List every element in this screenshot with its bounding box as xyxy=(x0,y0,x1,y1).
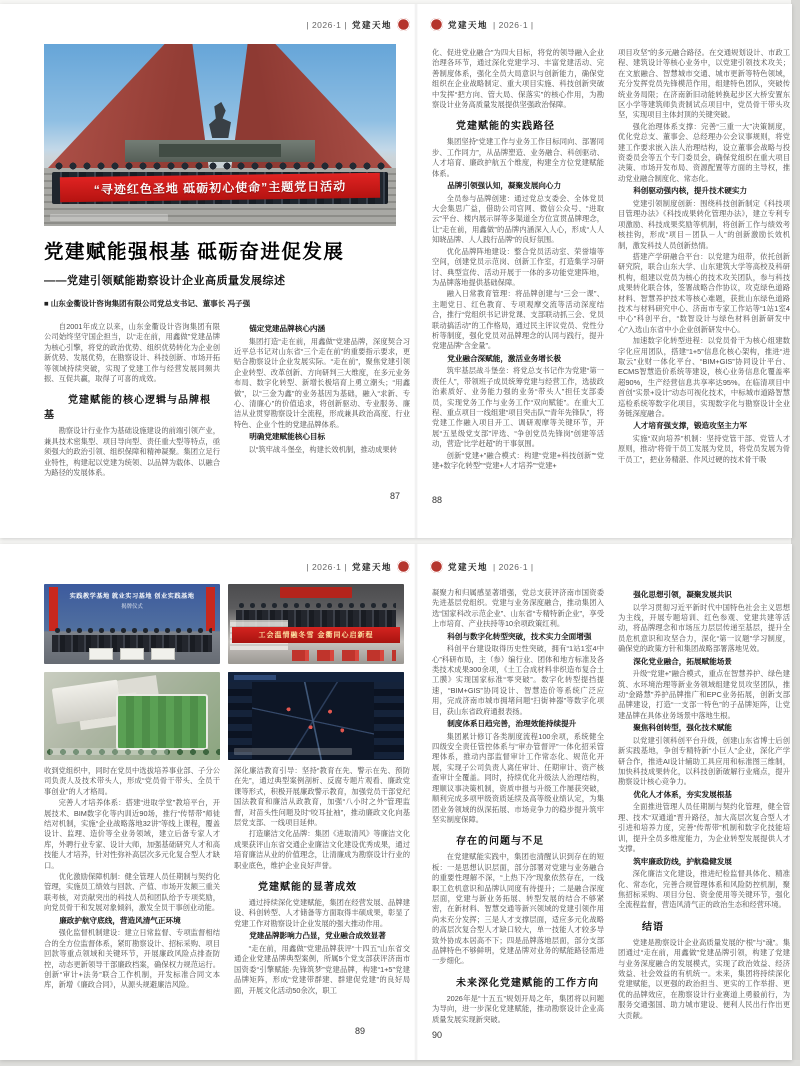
section-heading: 筑牢廉政防线，护航稳健发展 xyxy=(633,856,732,866)
gift-boxes xyxy=(292,650,396,661)
body-paragraph: 收到党组织中，同时在党员中选拔培养事业部、子分公司负责人及技术带头人，形成“党员骨干带头、全员干事创业”的人才格局。 xyxy=(44,766,220,796)
body-paragraph: 集团打造“走在前，用鑫做”党建品牌，深度契合习近平总书记对山东省“三个走在前”的重要指示要求，更贴合勘察设计企业发展实际。“走在前”，聚焦党建引领企业转型、改革创新、方向研判三大维度，在多元业务布局、数字化转型、新增长极培育上勇立潮头；“用鑫做”，以“三金为鑫”的业务基因为基础，融入“求新、专心、清廉心”的价值追求，将创新驱动、专业服务、廉洁从业贯穿勘察设计全流程，形成兼具政治高度、行业特色、企业个性的党建品牌体系。 xyxy=(234,336,410,429)
body-paragraph: 自2001年成立以来，山东金衢设计咨询集团有限公司始终坚守国企担当，以“走在前，用鑫做”党建品牌为核心引擎，将党的政治优势、组织优势转化为企业创新优势、发展优势，在勘察设计、科技创新、市场开拓等领域持续突破，实现了党建工作与经营发展同频共振、互促共赢，取得了可喜的成效。 xyxy=(44,322,220,384)
text-column xyxy=(618,48,790,496)
section-heading: 结语 xyxy=(642,921,664,933)
running-header xyxy=(306,560,410,573)
section-heading: 存在的问题与不足 xyxy=(456,836,544,848)
body-paragraph: 完善人才培养体系：搭建“进取学堂”教培平台，开展技术、BIM数字化等内训近90场，推行“传帮带”师徒结对机制，实施“企业战略落地32讲”等线上课程，覆盖设计、监理、造价等全业务领域，建立后备专家人才库，外聘行业专家、设计大师，加强基础研究人才和高技能人才培养，针对性弥补高层次多元化复合型人才缺口。 xyxy=(44,798,220,870)
body-paragraph: 项目攻坚”的多元融合路径。在交通规划设计、市政工程、建筑设计等核心业务中，以党建引领技术攻关；在文旅融合、智慧城市交通、城市更新等特色领域，充分发挥党员先锋模范作用，组建特色团队，突破传统业务局限；在济南新旧动能转换起步区大桥安置东区小学等建筑师负责制试点项目中，党员骨干带头攻坚，实现项目主体封顶的关键突破。 xyxy=(618,48,790,120)
page-gutter xyxy=(414,4,418,538)
body-paragraph: 以“筑牢战斗堡垒，构建长效机制，推动成果转 xyxy=(248,444,397,454)
photo-school-aerial-render xyxy=(44,672,220,760)
dashboard-right-panel xyxy=(374,682,404,760)
text-column xyxy=(44,322,220,492)
body-paragraph: 融入日常教育管理：将品牌创建与“三会一课”、主题党日、红色教育、专项观摩交流等活动深度结合，推行“党组织书记讲党课、支部联动抓三会、党员联动搞活动”的工作格局，通过民主评议党员、党性分析等制度，强化党员对品牌理念的认同与践行，提升党建品牌“含金量”。 xyxy=(432,289,604,351)
page-89 xyxy=(30,544,410,1060)
section-heading: 优化人才体系，夯实发展根基 xyxy=(633,789,732,799)
text-columns xyxy=(432,588,790,1028)
photo-caption-strip xyxy=(234,748,352,755)
running-header xyxy=(430,18,534,31)
body-paragraph: 勘察设计行业作为基础设施建设的前端引领产业，兼具技术密集型、项目导向型、责任重大型等特点，亟须强大的政治引领、组织保障和精神凝聚。集团立足行业特性，构建起以党建为统领、以品牌为载体、以融合为路径的发展体系。 xyxy=(44,426,220,478)
text-column xyxy=(234,322,410,492)
body-paragraph: 实施“双向培养”机制：坚持党管干部、党管人才原则，推动“将骨干员工发展为党员，将党员发展为骨干员工”，把业务精湛、作风过硬的技术骨干吸 xyxy=(618,434,790,464)
text-column xyxy=(234,766,410,1022)
section-heading: 党建品牌影响力凸显，党业融合成效显著 xyxy=(249,931,386,941)
spread-1 xyxy=(0,4,792,538)
photo-unveiling-ceremony xyxy=(44,584,220,664)
section-heading: 制度体系日趋完善，治理效能持续提升 xyxy=(447,719,577,729)
section-heading: 明确党建赋能核心目标 xyxy=(249,432,326,442)
journal-seal-icon xyxy=(430,18,443,31)
body-paragraph: 深化廉洁教育引导：坚持“教育在先、警示在先、预防在先”，通过典型案例剖析、反腐专题片观看、廉政党课等形式，积极开展廉政警示教育，加强党员干部党纪国法教育和廉洁从政教育，加强“八小时之外”管理监督，对苗头性问题及时“咬耳扯袖”，推动廉政文化向基层党支部、一线项目延伸。 xyxy=(234,766,410,828)
journal-seal-icon xyxy=(430,560,443,573)
unveiling-plaques xyxy=(44,648,220,660)
section-heading: 人才培育强支撑，锻造攻坚主力军 xyxy=(633,421,748,431)
body-paragraph: 以党建引领科创平台升级，创建山东省博士后创新实践基地，争创专精特新“小巨人”企业，深化产学研合作，推进AI设计辅助工具应用和标准图三维制，加快科技成果转化，以科技创新破解行业痛点，提升勘察设计核心竞争力。 xyxy=(618,735,790,787)
journal-name: 党建天地 xyxy=(351,561,392,572)
article-title: 党建赋能强根基 砥砺奋进促发展 xyxy=(44,242,345,263)
body-paragraph: 搭建产学研融合平台：以党建为纽带，依托创新研究院，联合山东大学、山东建筑大学等高校及科研机构，组建以党员为核心的技术攻关团队，参与科技成果转化联合体，签署战略合作协议，攻克绿色道路材料、智慧养护技术等核心难题，获批山东绿色道路技术与材料研究中心、济南市专家工作站等“1站1室4中心”科创平台，“数智设计与绿色材料创新研发中心”入选山东省中小企业创新研发中心。 xyxy=(618,251,790,334)
body-paragraph: 强化治理体系支撑：完善“三重一大”决策制度，优化党总支、董事会、总经理办公会议事规则，将党建工作要求嵌入法人治理结构，设立董事会战略与投资委员会等五个专门委员会，确保党组织在重大项目决策、市场开发布局、资源配置等方面的主导权，推动党业融合制度化、常态化。 xyxy=(618,121,790,183)
crowd-heads xyxy=(52,626,212,635)
body-paragraph: 全员参与品牌创建：通过党总支委会、全体党员大会集思广益，借助公司官网、微信公众号、“进取云”平台、楼内展示屏等多渠道全方位宣贯品牌理念，让“走在前，用鑫做”的品牌内涵深入人心，形成“人人知晓品牌、人人践行品牌”的良好氛围。 xyxy=(432,193,604,245)
journal-name: 党建天地 xyxy=(448,19,489,30)
sports-field xyxy=(116,694,208,750)
article-author: ■ 山东金衢设计咨询集团有限公司党总支书记、董事长 冯子强 xyxy=(44,299,251,308)
page-88 xyxy=(424,4,790,538)
body-paragraph: 升级“党建+”融合模式，重点在智慧养护、绿色建筑、水环境治理等新业务领域组建党员攻坚团队，推动“金路慧”养护品牌推广和EPC业务拓展，创新支部品牌建设，打造“一支部一特色”的子品牌矩阵，让党建品牌在具体业务场景中落地生根。 xyxy=(618,669,790,720)
body-paragraph: 以学习贯彻习近平新时代中国特色社会主义思想为主线，开展专题培训、红色参观、党建共建等活动，将品牌理念和市场压力层层传递至基层，提升全员危机意识和攻坚合力，深化“第一议题”学习制度，确保党的政策方针和集团战略部署落地见效。 xyxy=(618,602,790,654)
journal-seal-icon xyxy=(397,18,410,31)
section-heading: 强化思想引领，凝聚发展共识 xyxy=(633,590,732,599)
dashboard-title-block xyxy=(234,675,276,680)
body-paragraph: 优化激励保障机制：健全管理人员任期制与契约化管理，实施员工绩效与回款、产值、市场开发额三重关联考核，对贡献突出的科技人员和团队给予专项奖励，向党员骨干和发展对象倾斜，激发全员干事创业动能。 xyxy=(44,872,220,913)
article-head xyxy=(44,236,396,309)
journal-name: 党建天地 xyxy=(351,19,392,30)
crowd-heads xyxy=(52,160,388,172)
memorial-wall xyxy=(125,140,315,162)
event-banner: “寻迹红色圣地 砥砺初心使命”主题党日活动 xyxy=(60,173,380,202)
issue-label: | 2026·1 | xyxy=(493,561,534,572)
hero-photo-memorial xyxy=(44,44,396,226)
body-paragraph: 优化品牌阵地建设：整合党员活动室、荣誉墙等空间，创建党员示范岗、创新工作室，打造集学习研讨、典型宣传、活动开展于一体的多功能党建阵地，为品牌落地提供基础保障。 xyxy=(432,246,604,287)
page-90 xyxy=(424,544,790,1060)
body-paragraph: 通过持续深化党建赋能，集团在经营发展、品牌建设、科创转型、人才储备等方面取得丰硕成果，彰显了党建工作对勘察设计企业发展的强大推动作用。 xyxy=(234,898,410,928)
section-heading: 未来深化党建赋能的工作方向 xyxy=(456,977,599,989)
body-paragraph: 化、促进党业融合”为四大目标，将党的领导融入企业治理各环节，通过深化党建学习、丰富党建活动、完善制度体系，强化全员大局意识与创新能力，确保党组织在企业战略制定、重大项目实施、科技创新突破中发挥“把方向、管大局、保落实”的核心作用，为勘察设计业务高质量发展提供坚强政治保障。 xyxy=(432,48,604,110)
body-paragraph: 筑牢基层战斗堡垒：将党总支书记作为党建“第一责任人”，带领班子成员统筹党建与经营工作，选拔政治素质好、业务能力强的业务“带头人”担任支部委员，实现党务工作与业务工作“双向赋能”。在重大工程、重点项目一线组建“项目突击队”“青年先锋队”，将党建工作融入项目开工、调研观摩等关键环节，开展“五星级党支部”评选、“争创党员先锋岗”创建等活动，营造“比学赶超”的干事氛围。 xyxy=(432,366,604,449)
body-paragraph: 加速数字化转型进程：以党员骨干为核心组建数字化应用团队，搭建“1+5”信息化核心架构，推进“进取云”业财一体化平台、“BIM+GIS”协同设计平台、ECMS智慧造价系统等建设，核心业务信息化覆盖率超90%，生产经营信息共享率达95%。在临清项目中首创“实景+设计”动态可视化技术，中标城市道路智慧巡检系统等数字化项目，实现数字化与勘察设计全业务链深度融合。 xyxy=(618,336,790,418)
red-flag xyxy=(206,587,215,631)
text-column xyxy=(432,588,604,1028)
text-columns xyxy=(432,48,790,496)
section-heading: 科创驱动强内核，提升技术硬实力 xyxy=(633,186,748,196)
text-column xyxy=(44,766,220,1022)
issue-label: | 2026·1 | xyxy=(493,19,534,30)
photo-smart-city-dashboard xyxy=(228,672,404,760)
section-heading: 党建赋能的核心逻辑与品牌根基 xyxy=(44,395,211,422)
memorial-plaque xyxy=(159,144,281,157)
body-paragraph: 党建引领制度创新：围绕科技创新制定《科技项目管理办法》《科技成果转化管理办法》，建立专利专项激励、科技成果奖励等机制，将创新工作与绩效考核挂钩，形成“项目－团队－人”的创新激励长效机制，激发科技人员创新热情。 xyxy=(618,198,790,250)
section-heading: 锚定党建品牌核心内涵 xyxy=(249,324,326,333)
issue-label: | 2026·1 | xyxy=(306,561,347,572)
section-heading: 品牌引领强认知，凝聚发展向心力 xyxy=(447,181,562,191)
page-number: 90 xyxy=(432,1030,443,1040)
union-banner: 工会温情融冬雪 金衢同心启新程 xyxy=(232,627,400,643)
section-heading: 科创与数字化转型突破，技术实力全面增强 xyxy=(447,631,592,641)
journal-name: 党建天地 xyxy=(448,561,489,572)
text-columns xyxy=(44,766,410,1022)
page-number: 88 xyxy=(432,495,443,505)
scan-edge-bottom xyxy=(0,1060,800,1066)
text-columns xyxy=(44,322,410,492)
backdrop-title: 实践教学基地 就业实习基地 创业实践基地 xyxy=(69,593,195,600)
page-gutter xyxy=(414,544,418,1060)
section-heading: 党业融合深赋能，激活业务增长极 xyxy=(447,353,562,363)
body-paragraph: “走在前，用鑫做”党建品牌获评“十四五”山东省交通企业党建品牌典型案例，所属5个党支部获评济南市国资委“引擎赋能·先锋筑梦”党建品牌，构建“1+5”党建品牌矩阵，形成“党建带群建、群建促党建”的良好局面，开展文化活动50余次，职工 xyxy=(234,943,410,995)
journal-seal-icon xyxy=(397,560,410,573)
school-buildings xyxy=(52,680,122,725)
body-paragraph: 全面推进管理人员任期制与契约化管理，健全管理、技术“双通道”晋升路径，加大高层次复合型人才引进和培养力度，完善“传帮带”机制和数字化技能培训，提升全员多维度能力，为企业转型发展提供人才支撑。 xyxy=(618,802,790,854)
body-paragraph: 集团累计修订各类制度流程100余项，系统健全四级安全责任管控体系与“审办管督评”一体化招采管理体系，推动内部监督审计工作常态化、规范化开展，实现子公司负责人离任审计、任期审计、资产核查审计全覆盖。同时，持续优化升级法人治理结构，理顺议事决策机制，资质申报与升级工作屡获突破，顺利完成多项甲级资质延续及高等级业绩认定，为集团业务领域的纵深拓展、市场竞争力的稳步提升筑牢坚实制度保障。 xyxy=(432,731,604,824)
body-paragraph: 强化监督机制建设：建立日常监督、专项监督相结合的全方位监督体系，紧盯勘察设计、招标采购、项目回款等重点领域和关键环节，开展廉政风险点排查防控，动态更新领导干部廉政档案，确保权力规范运行。创新“审计+法务”联合工作机制，开发标准合同文本库，新增《廉政合同》，从源头规避廉洁风险。 xyxy=(44,928,220,990)
page-number: 89 xyxy=(355,1026,366,1036)
body-paragraph: 在党建赋能实践中，集团也清醒认识到存在的短板：一是思想认识层面，部分部署对党建与业务融合的重要性理解不深，“上热下冷”现象依然存在，一线职工危机意识和品牌认同度有待提升；二是融合深度层面，党建与新业务拓展、转型发展的结合不够紧密，在新材料、智慧交通等新兴领域的党建引领作用尚未充分发挥；三是人才支撑层面，适应多元化战略的高层次复合型人才缺口较大，单一技能人才较多导致外协成本居高不下；四是品牌落地层面，部分支部品牌特色不够鲜明，党建品牌对业务的赋能路径需进一步细化。 xyxy=(432,852,604,966)
company-sign xyxy=(280,587,352,598)
photo-caption-strip xyxy=(50,214,168,221)
article-subtitle: ——党建引领赋能勘察设计企业高质量发展综述 xyxy=(44,275,286,287)
backdrop-subtitle: 揭牌仪式 xyxy=(121,604,143,610)
red-flag xyxy=(49,587,58,631)
section-heading: 深化党业融合，拓展赋能场景 xyxy=(633,656,732,666)
section-heading: 党建赋能的实践路径 xyxy=(456,121,555,133)
dashboard-titlebar xyxy=(228,672,404,682)
photo-union-event xyxy=(228,584,404,664)
body-paragraph: 集团坚持“党建工作与业务工作目标同向、部署同步、工作同力”，从品牌塑造、业务融合、科创驱动、人才培育、廉政护航五个维度，构建全方位党建赋能体系。 xyxy=(432,137,604,178)
body-paragraph: 2026年是“十五五”规划开局之年，集团将以问题为导向，进一步深化党建赋能，推动勘察设计企业高质量发展实现新突破。 xyxy=(432,993,604,1024)
text-column xyxy=(618,588,790,1028)
scan-edge-right xyxy=(791,0,800,1066)
body-paragraph: 科创平台建设取得历史性突破，拥有“1站1室4中心”科研布局，主（参）编行业、团体和地方标准及各类技术成果300余项，《土工合成材料非织造布复合土工膜》实现国家标准“零突破”。数字化转型提挡提速，“BIM+GIS”协同设计、智慧造价等系统广泛应用，完成济南市城市拥堵问题“扫街神器”等数字化项目，获山东省政府通报表扬。 xyxy=(432,644,604,716)
issue-label: | 2026·1 | xyxy=(306,19,347,30)
section-heading: 党建赋能的显著成效 xyxy=(258,882,357,894)
running-header xyxy=(430,560,534,573)
body-paragraph: 创新“党建+”融合模式：构建“党建+科技创新”“党建+数字化转型”“党建+人才培养”“党建+ xyxy=(432,450,604,470)
body-paragraph: 打造廉洁文化品牌：集团《进取清风》等廉洁文化成果获评山东省交通企业廉洁文化建设优秀成果，通过培育廉洁从业的价值理念，让清廉成为勘察设计行业的职业底色，维护企业良好声誉。 xyxy=(234,829,410,870)
statue-silhouette xyxy=(207,102,233,138)
body-paragraph: 凝聚力和归属感显著增强，党总支获评济南市国资委先进基层党组织。党建与业务深度融合，推动集团入选“国家科改示范企业”、山东省“专精特新企业”，享受上市培育、产业扶持等10余项政策红利。 xyxy=(432,588,604,629)
spread-2 xyxy=(0,544,792,1060)
section-heading: 廉政护航守底线，营造风清气正环境 xyxy=(59,915,181,925)
text-column xyxy=(432,48,604,496)
body-paragraph: 深化廉洁文化建设，推进纪检监督具体化、精准化、常态化，完善合规管理体系和风险防控机制，聚焦招标采购、项目分包、资金使用等关键环节，强化全流程监督，营造风清气正的政治生态和经营环境。 xyxy=(618,869,790,910)
section-heading: 聚焦科创转型，强化技术赋能 xyxy=(633,723,732,733)
backdrop-board xyxy=(70,591,194,610)
body-paragraph: 党建是勘察设计企业高质量发展的“根”与“魂”。集团通过“走在前，用鑫做”党建品牌引领，构建了党建与业务深度融合的发展模式，实现了政治效益、经济效益、社会效益的有机统一。未来，集团将持续深化党建赋能，以更强的政治担当、更实的工作举措、更优的品牌效应，在勘察设计行业赛道上勇毅前行，为服务交通强国、助力城市建设、便利人民出行作出更大贡献。 xyxy=(618,937,790,1020)
crowd-heads xyxy=(236,601,396,610)
photo-grid xyxy=(44,584,404,760)
running-header xyxy=(306,18,410,31)
page-87 xyxy=(30,4,410,538)
page-number: 87 xyxy=(390,491,401,501)
photo-caption-strip xyxy=(50,748,168,755)
